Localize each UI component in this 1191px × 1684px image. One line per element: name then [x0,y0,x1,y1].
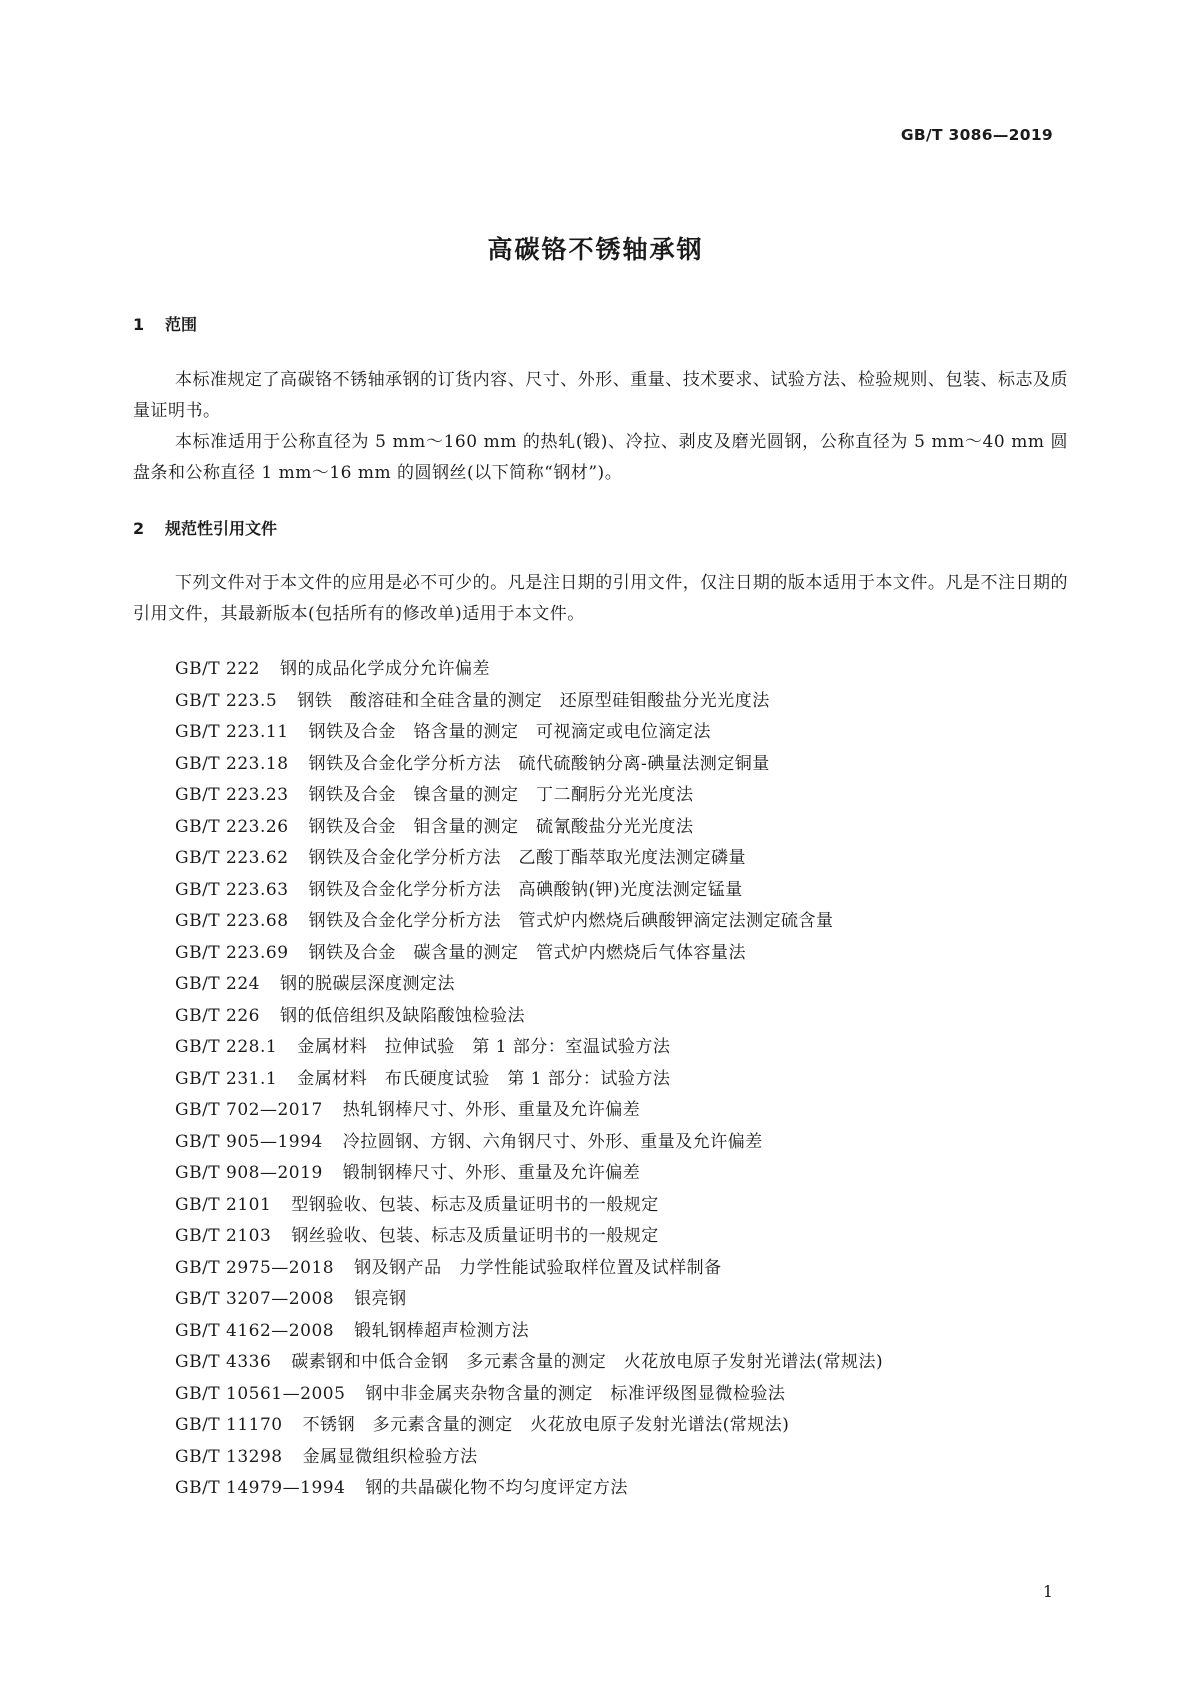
reference-item [175,1316,883,1348]
reference-title: 钢铁及合金 铬含量的测定 可视滴定或电位滴定法 [308,722,712,742]
reference-title: 银亮钢 [354,1289,407,1309]
reference-title: 钢铁及合金化学分析方法 乙酸丁酯萃取光度法测定磷量 [308,848,747,868]
section-2-heading [133,516,277,539]
reference-code: GB/T 231.1 [175,1068,278,1089]
reference-code: GB/T 223.26 [175,816,289,837]
reference-item [175,1410,883,1442]
reference-code: GB/T 223.11 [175,722,289,742]
reference-item [175,969,883,1001]
reference-item [175,780,883,812]
normative-reference-list [175,654,883,1505]
reference-item [175,1473,883,1505]
reference-item [175,843,883,875]
reference-code: GB/T 226 [175,1005,260,1026]
reference-title: 钢铁及合金 碳含量的测定 管式炉内燃烧后气体容量法 [308,942,747,963]
reference-item [175,654,883,686]
reference-code: GB/T 4162—2008 [175,1320,335,1341]
reference-title: 钢铁及合金化学分析方法 高碘酸钠(钾)光度法测定锰量 [308,879,743,900]
scope-paragraph-1: 本标准规定了高碳铬不锈轴承钢的订货内容、尺寸、外形、重量、技术要求、试验方法、检验规则、包装、标志及质量证明书。 [133,370,1068,421]
reference-code: GB/T 2103 [175,1226,272,1246]
standard-code: GB/T 3086—2019 [900,126,1053,144]
reference-title: 钢铁及合金化学分析方法 硫代硫酸钠分离-碘量法测定铜量 [308,753,770,774]
reference-title: 钢铁 酸溶硅和全硅含量的测定 还原型硅钼酸盐分光光度法 [297,690,770,711]
reference-title: 锻制钢棒尺寸、外形、重量及允许偏差 [342,1163,641,1183]
references-intro-paragraph: 下列文件对于本文件的应用是必不可少的。凡是注日期的引用文件，仅注日期的版本适用于本文件。凡是不注日期的引用文件，其最新版本(包括所有的修改单)适用于本文件。 [133,573,1068,624]
reference-title: 金属材料 拉伸试验 第 1 部分：室温试验方法 [297,1037,671,1057]
reference-item [175,1379,883,1411]
reference-item [175,1158,883,1190]
reference-item [175,749,883,781]
document-title: 高碳铬不锈轴承钢 [487,235,704,264]
reference-code: GB/T 223.18 [175,753,289,774]
reference-code: GB/T 13298 [175,1446,283,1467]
reference-item [175,1284,883,1316]
reference-code: GB/T 908—2019 [175,1163,323,1183]
reference-code: GB/T 11170 [175,1415,283,1435]
reference-code: GB/T 223.62 [175,848,289,868]
reference-title: 金属材料 布氏硬度试验 第 1 部分：试验方法 [297,1068,671,1089]
reference-title: 锻轧钢棒超声检测方法 [354,1320,530,1341]
reference-item [175,1221,883,1253]
reference-title: 不锈钢 多元素含量的测定 火花放电原子发射光谱法(常规法) [302,1415,790,1435]
reference-title: 钢的成品化学成分允许偏差 [280,659,490,679]
reference-code: GB/T 2975—2018 [175,1257,335,1278]
reference-item [175,1347,883,1379]
reference-item [175,1064,883,1096]
reference-title: 钢丝验收、包装、标志及质量证明书的一般规定 [291,1226,659,1246]
reference-item [175,906,883,938]
reference-title: 钢的脱碳层深度测定法 [280,974,455,994]
reference-code: GB/T 702—2017 [175,1100,323,1120]
reference-title: 冷拉圆钢、方钢、六角钢尺寸、外形、重量及允许偏差 [342,1131,763,1152]
reference-code: GB/T 223.63 [175,879,289,900]
reference-code: GB/T 224 [175,974,260,994]
section-1-heading [133,312,197,335]
reference-title: 钢铁及合金 镍含量的测定 丁二酮肟分光光度法 [308,785,694,805]
reference-code: GB/T 223.5 [175,690,278,711]
section-title: 范围 [165,315,198,334]
reference-code: GB/T 223.68 [175,911,289,931]
section-title: 规范性引用文件 [165,519,278,538]
reference-item [175,812,883,844]
reference-code: GB/T 2101 [175,1194,272,1215]
reference-item [175,686,883,718]
section-number: 1 [133,315,145,334]
reference-title: 钢的低倍组织及缺陷酸蚀检验法 [280,1005,525,1026]
reference-code: GB/T 14979—1994 [175,1478,346,1498]
reference-title: 钢铁及合金化学分析方法 管式炉内燃烧后碘酸钾滴定法测定硫含量 [308,911,834,931]
reference-item [175,875,883,907]
reference-title: 钢铁及合金 钼含量的测定 硫氰酸盐分光光度法 [308,816,694,837]
reference-item [175,1253,883,1285]
reference-code: GB/T 4336 [175,1352,272,1372]
page-number: 1 [1042,1582,1053,1601]
reference-code: GB/T 905—1994 [175,1131,323,1152]
reference-code: GB/T 223.69 [175,942,289,963]
section-number: 2 [133,519,145,538]
reference-item [175,1442,883,1474]
reference-title: 钢及钢产品 力学性能试验取样位置及试样制备 [354,1257,722,1278]
reference-code: GB/T 222 [175,659,260,679]
reference-title: 钢的共晶碳化物不均匀度评定方法 [365,1478,628,1498]
reference-code: GB/T 3207—2008 [175,1289,335,1309]
reference-title: 热轧钢棒尺寸、外形、重量及允许偏差 [342,1100,641,1120]
reference-item [175,1001,883,1033]
reference-code: GB/T 10561—2005 [175,1383,346,1404]
reference-item [175,938,883,970]
reference-item [175,1032,883,1064]
reference-title: 钢中非金属夹杂物含量的测定 标准评级图显微检验法 [365,1383,786,1404]
reference-title: 金属显微组织检验方法 [302,1446,478,1467]
reference-title: 碳素钢和中低合金钢 多元素含量的测定 火花放电原子发射光谱法(常规法) [291,1352,884,1372]
scope-paragraph-2: 本标准适用于公称直径为 5 mm～160 mm 的热轧(锻)、冷拉、剥皮及磨光圆钢，公称直径为 5 mm～40 mm 圆盘条和公称直径 1 mm～16 mm 的圆钢丝(以下简称“钢材”)。 [133,432,1068,483]
reference-item [175,1190,883,1222]
reference-title: 型钢验收、包装、标志及质量证明书的一般规定 [291,1194,659,1215]
reference-code: GB/T 228.1 [175,1037,278,1057]
reference-item [175,717,883,749]
reference-code: GB/T 223.23 [175,785,289,805]
reference-item [175,1095,883,1127]
reference-item [175,1127,883,1159]
